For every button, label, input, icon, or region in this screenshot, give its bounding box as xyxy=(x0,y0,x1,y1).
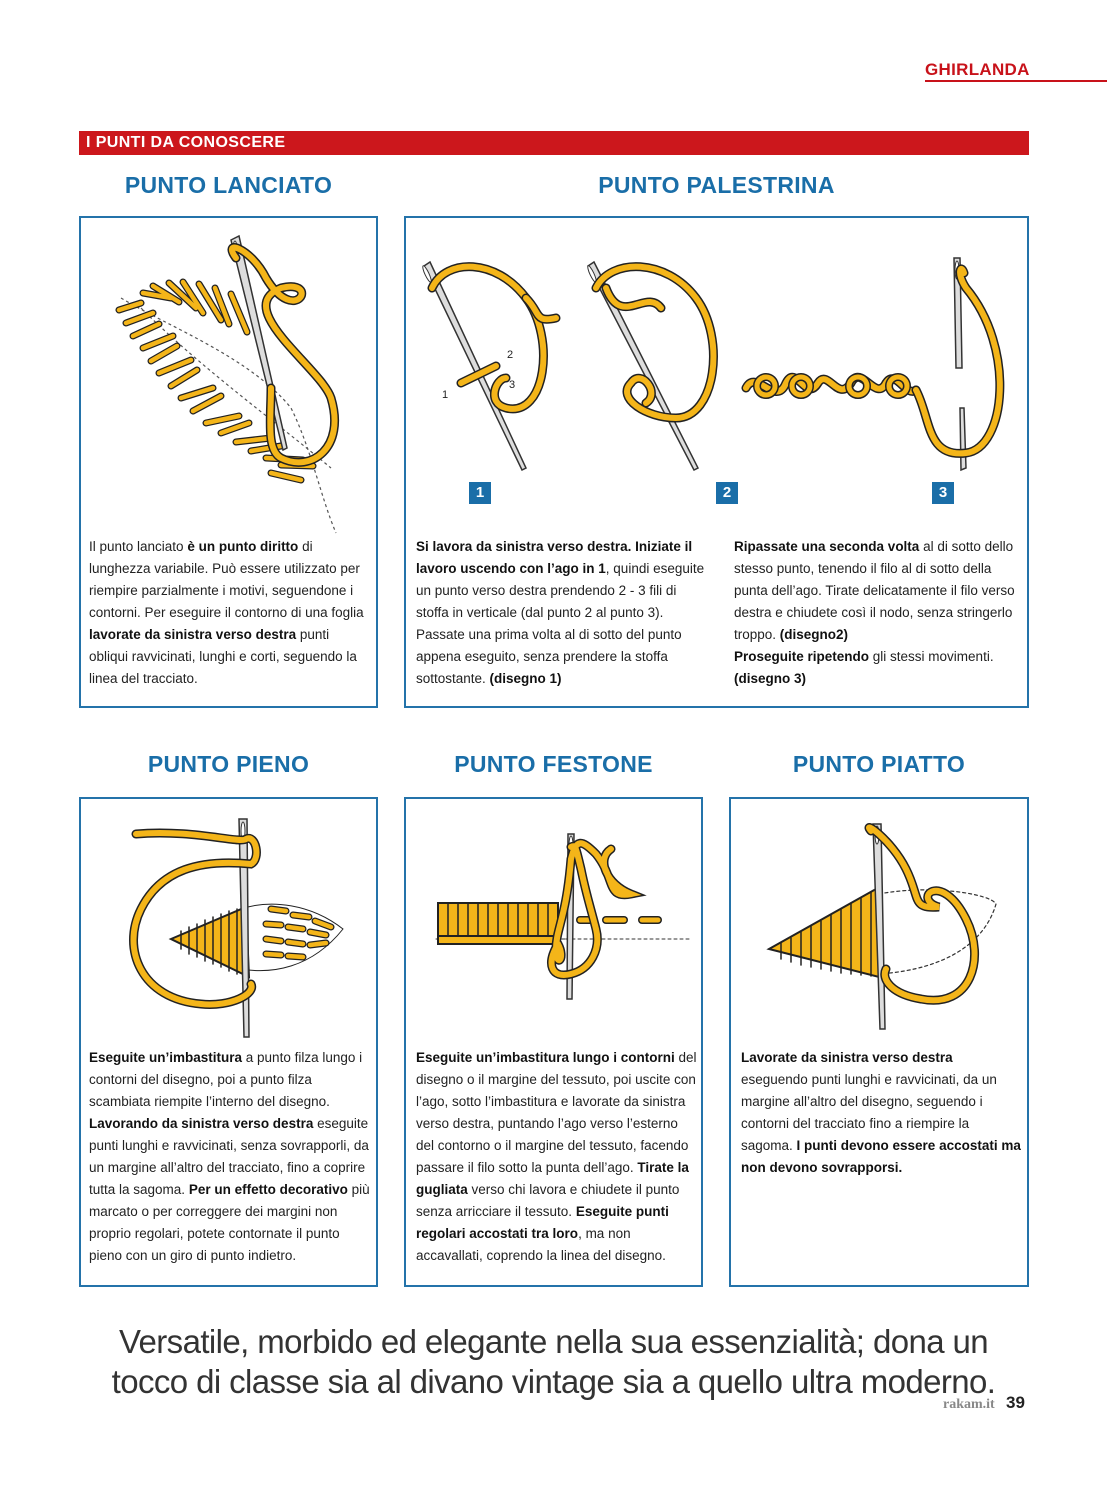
panel-lanciato xyxy=(79,216,378,708)
tagline-line-1: Versatile, morbido ed elegante nella sua essenzialità; dona un xyxy=(118,1323,989,1360)
illustration-festone xyxy=(406,799,701,1039)
tagline-line-2: tocco di classe sia al divano vintage sia a quello ultra moderno. xyxy=(111,1363,996,1400)
step-badge-3: 3 xyxy=(932,482,954,504)
page-number: 39 xyxy=(1006,1393,1025,1412)
point-label-3: 3 xyxy=(509,379,516,391)
text-lanciato: Il punto lanciato è un punto diritto di lunghezza variabile. Può essere utilizzato per riempire parzialmente i motivi, seguendone i contorni. Per eseguire il contorno di una foglia lavorate da sinistra verso destra punti obliqui ravvicinati, lunghi e corti, seguendo la linea del tracciato. xyxy=(89,539,364,686)
text-festone: Eseguite un’imbastitura lungo i contorni del disegno o il margine del tessuto, poi uscite con l’ago, sotto l’imbastitura e lavorate da sinistra verso destra, puntando l’ago verso l’esterno del contorno o il margine del tessuto, facendo passare il filo sotto la punta dell’ago. Tirate la gugliata verso chi lavora e chiudete il punto senza arricciare il tessuto. Eseguite punti regolari accostati tra loro, ma non accavallati, coprendo la linea del disegno. xyxy=(416,1050,697,1263)
step-badge-2: 2 xyxy=(716,482,738,504)
section-label: GHIRLANDA xyxy=(925,60,1030,79)
drawing-1 xyxy=(421,262,556,470)
illustration-palestrina xyxy=(406,218,1027,518)
drawing-3 xyxy=(746,258,1000,470)
title-piatto: PUNTO PIATTO xyxy=(792,751,966,777)
section-underline xyxy=(925,80,1107,82)
illustration-piatto xyxy=(731,799,1027,1039)
banner-label: I PUNTI DA CONOSCERE xyxy=(86,134,286,151)
banner xyxy=(79,131,1029,155)
title-pieno: PUNTO PIENO xyxy=(147,751,310,777)
point-label-2: 2 xyxy=(507,349,514,361)
title-lanciato: PUNTO LANCIATO xyxy=(124,172,333,198)
illustration-lanciato xyxy=(81,218,376,538)
text-palestrina-right: Ripassate una seconda volta al di sotto dello stesso punto, tenendo il filo al di sotto della punta dell’ago. Tirate delicatamente il filo verso destra e chiudete così il nodo, senza stringerlo troppo. (disegno2) Proseguite ripetendo gli stessi movimenti. (disegno 3) xyxy=(734,539,1015,686)
panel-pieno xyxy=(79,797,378,1287)
drawing-2 xyxy=(586,262,713,470)
text-palestrina-left: Si lavora da sinistra verso destra. Iniziate il lavoro uscendo con l’ago in 1, quindi eseguite un punto verso destra prendendo 2 - 3 fili di stoffa in verticale (dal punto 2 al punto 3). Passate una prima volta al di sotto del punto appena eseguito, senza prendere la stoffa sottostante. (disegno 1) xyxy=(416,539,705,686)
title-palestrina: PUNTO PALESTRINA xyxy=(598,172,835,198)
text-pieno: Eseguite un’imbastitura a punto filza lungo i contorni del disegno, poi a punto filza scambiata riempite l’interno del disegno. Lavorando da sinistra verso destra eseguite punti lunghi e ravvicinati, senza sovrapporli, da un margine all’altro del tracciato, fino a coprire tutta la sagoma. Per un effetto decorativo più marcato o per correggere dei margini non proprio regolari, potete contornate il punto pieno con un giro di punto indietro. xyxy=(89,1050,370,1263)
text-piatto: Lavorate da sinistra verso destra eseguendo punti lunghi e ravvicinati, da un margine all’altro del disegno, seguendo i contorni del tracciato fino a riempire la sagoma. I punti devono essere accostati ma non devono sovrapporsi. xyxy=(741,1050,1021,1175)
panel-piatto xyxy=(729,797,1029,1287)
panel-palestrina xyxy=(404,216,1029,708)
footer-site: rakam.it xyxy=(943,1397,995,1412)
illustration-pieno xyxy=(81,799,376,1039)
point-label-1: 1 xyxy=(442,389,449,401)
step-badge-1: 1 xyxy=(469,482,491,504)
title-festone: PUNTO FESTONE xyxy=(454,751,653,777)
panel-festone xyxy=(404,797,703,1287)
